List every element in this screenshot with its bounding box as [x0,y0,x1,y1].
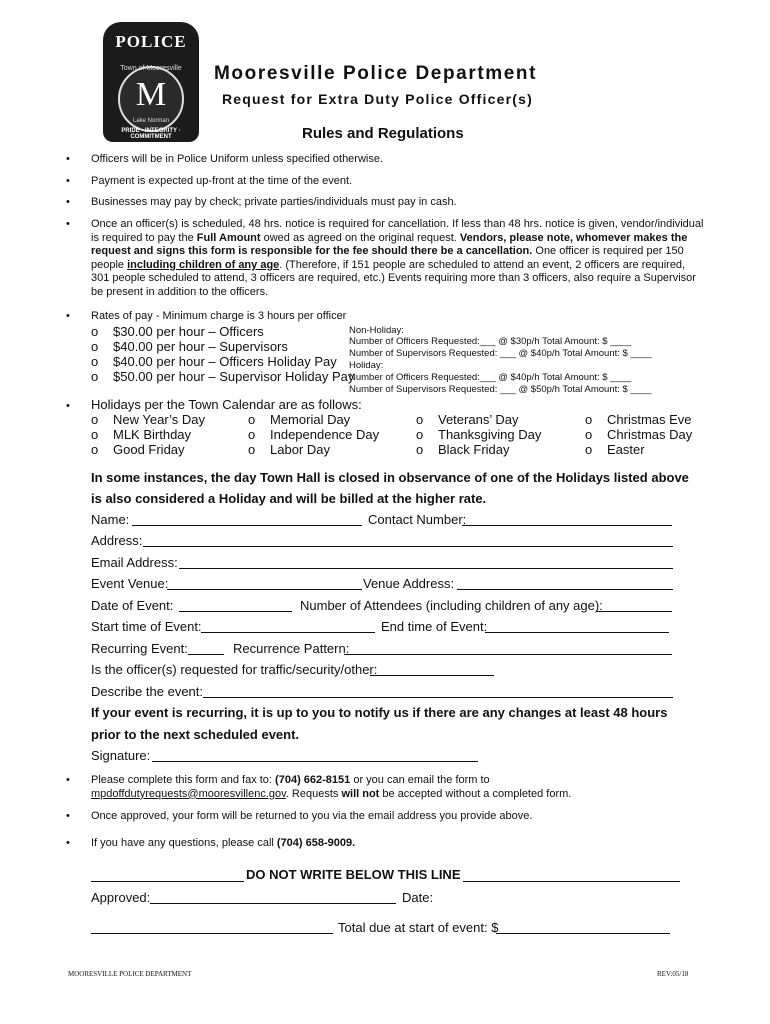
list-marker: o [91,354,99,369]
start-time-field[interactable] [201,618,375,633]
holiday-column-1 [113,412,205,457]
bullet-icon: • [66,774,70,786]
calc-supervisors-regular[interactable]: Number of Supervisors Requested: ___ @ $40p/h Total Amount: $ ____ [349,348,652,359]
text-span: is required to pay the [91,231,197,244]
text-span: owed as agreed on the original request. [260,231,460,244]
holiday-markers [416,412,423,457]
list-marker: o [585,412,593,427]
text-span: be accepted without a completed form. [379,787,572,800]
text-span: people [91,258,128,271]
email-field[interactable] [179,554,673,569]
text-line [91,259,721,273]
holiday-item: Independence Day [270,427,380,442]
contact-number-field[interactable] [462,511,672,526]
bullet-icon: • [66,810,70,822]
holiday-item: Good Friday [113,442,185,457]
rule-payment: Payment is expected up-front at the time of the event. [91,175,353,187]
holiday-markers [248,412,255,457]
rate-supervisor-holiday: $50.00 per hour – Supervisor Holiday Pay [113,369,355,384]
bullet-icon: • [66,196,70,208]
bullet-icon: • [66,837,70,849]
email-label: Email Address: [91,555,178,570]
text-span: Please complete this form and fax to: [91,774,276,786]
fax-number: (704) 662-8151 [275,774,351,786]
holiday-notice-line1: In some instances, the day Town Hall is closed in observance of one of the Holidays listed above [91,470,689,485]
holiday-label: Holiday: [349,360,384,371]
bullet-icon: • [66,218,70,230]
address-label: Address: [91,533,143,548]
rules-heading: Rules and Regulations [302,125,464,142]
event-venue-field[interactable] [167,575,362,590]
bullet-icon: • [66,175,70,187]
recurring-note-line1: If your event is recurring, it is up to you to notify us if there are any changes at least 48 hours [91,705,668,720]
text-span: . (Therefore, if 151 people are scheduled to attend an event, 2 officers are required, [279,258,686,271]
recurring-note-line2: prior to the next scheduled event. [91,727,300,742]
office-blank-field [91,919,333,934]
text-span: Vendors, please note, whomever makes the [459,231,688,244]
text-line [91,774,721,788]
rate-supervisors: $40.00 per hour – Supervisors [113,339,288,354]
attendees-label: Number of Attendees (including children of any age): [300,598,603,613]
recurrence-pattern-field[interactable] [344,640,672,655]
signature-field[interactable] [152,747,478,762]
bullet-icon: • [66,310,70,322]
holiday-item: New Year’s Day [113,412,206,427]
badge-ring-bottom: Lake Norman [132,118,170,124]
submission-instructions [91,774,721,801]
list-marker: o [248,412,256,427]
venue-label: Event Venue: [91,576,169,591]
list-marker: o [91,427,99,442]
rate-officers: $30.00 per hour – Officers [113,324,264,339]
holiday-notice-line2: is also considered a Holiday and will be billed at the higher rate. [91,491,487,506]
badge-word: POLICE [115,32,187,51]
text-line: 301 people scheduled to attend, 3 officers are required, etc.) Events requiring more than 3 officers, also require a Supervisor [91,272,696,285]
recurring-field[interactable] [188,640,224,655]
describe-field[interactable] [203,683,673,698]
total-due-field [496,919,670,934]
recurring-label: Recurring Event: [91,641,188,656]
date-label: Date of Event: [91,598,174,613]
holiday-item: Veterans’ Day [438,412,519,427]
text-span: or you can email the form to [350,774,490,786]
purpose-label: Is the officer(s) requested for traffic/security/other: [91,662,378,677]
badge-ring-top: Town of Mooresville [120,65,182,72]
purpose-field[interactable] [370,661,494,676]
holiday-markers [585,412,592,457]
holiday-item: Memorial Day [270,412,351,427]
list-marker: o [248,427,256,442]
badge-letter: M [135,76,167,113]
text-line: be present in addition to the officers. [91,285,269,298]
holiday-column-3 [438,412,541,457]
holiday-item: Christmas Eve [607,412,692,427]
badge-motto: PRIDE · INTEGRITY · COMMITMENT [121,128,181,140]
total-due-label: Total due at start of event: $ [338,920,499,935]
holiday-column-4 [607,412,692,457]
text-span: . Requests [285,787,342,800]
holidays-heading: Holidays per the Town Calendar are as follows: [91,397,362,412]
event-date-field[interactable] [179,597,292,612]
bullet-icon: • [66,400,70,412]
holiday-item: Labor Day [270,442,330,457]
text-line [91,245,721,259]
text-span: If you have any questions, please call [91,837,277,849]
describe-label: Describe the event: [91,684,204,699]
approval-note: Once approved, your form will be returned to you via the email address you provide above. [91,810,533,822]
text-line [91,232,721,246]
questions-note [91,837,721,851]
nonholiday-label: Non-Holiday: [349,325,404,336]
do-not-write-label: DO NOT WRITE BELOW THIS LINE [246,867,461,882]
list-marker: o [585,442,593,457]
calc-officers-holiday[interactable]: Number of Officers Requested:___ @ $40p/h Total Amount: $ ____ [349,372,632,383]
rule-check-cash: Businesses may pay by check; private parties/individuals must pay in cash. [91,196,457,208]
list-marker: o [91,412,99,427]
venue-address-label: Venue Address: [363,576,455,591]
holiday-item: Black Friday [438,442,510,457]
holiday-item: Christmas Day [607,427,693,442]
rule-uniform: Officers will be in Police Uniform unless specified otherwise. [91,153,384,165]
office-date-label: Date: [402,890,434,905]
footer-revision: REV:05/18 [657,970,689,978]
text-span: will not [341,787,380,800]
calc-officers-regular[interactable]: Number of Officers Requested:___ @ $30p/h Total Amount: $ ____ [349,336,632,347]
approved-label: Approved: [91,890,151,905]
contact-label: Contact Number: [368,512,467,527]
name-field[interactable] [132,511,362,526]
page-subtitle: Request for Extra Duty Police Officer(s) [222,91,533,107]
rate-officers-holiday: $40.00 per hour – Officers Holiday Pay [113,354,337,369]
phone-number: (704) 658-9009. [276,837,356,849]
holiday-column-2 [270,412,379,457]
rule-cancellation [91,218,721,300]
address-field[interactable] [143,532,673,547]
attendees-field[interactable] [596,597,672,612]
rule-rates: Rates of pay - Minimum charge is 3 hours per officer [91,310,347,322]
signature-label: Signature: [91,748,151,763]
list-marker: o [248,442,256,457]
list-marker: o [91,339,99,354]
list-marker: o [416,427,424,442]
list-marker: o [91,369,99,384]
calc-supervisors-holiday[interactable]: Number of Supervisors Requested: ___ @ $50p/h Total Amount: $ ____ [349,384,652,395]
page-title: Mooresville Police Department [214,63,538,84]
list-marker: o [416,442,424,457]
text-span: request and signs this form is responsible for the fee should there be a cancellation. [91,245,533,258]
police-badge-logo [103,22,199,142]
text-span: Full Amount [196,231,261,244]
footer-department: MOORESVILLE POLICE DEPARTMENT [68,970,192,978]
end-time-label: End time of Event: [381,619,488,634]
text-span: One officer is required per 150 [532,245,684,258]
email-link[interactable]: mpdoffdutyrequests@mooresvillenc.gov [91,787,286,800]
name-label: Name: [91,512,130,527]
list-marker: o [585,427,593,442]
text-span: including children of any age [127,258,280,271]
list-marker: o [91,442,99,457]
list-marker: o [416,412,424,427]
list-marker: o [91,324,99,339]
pattern-label: Recurrence Pattern: [233,641,350,656]
text-line: Once an officer(s) is scheduled, 48 hrs. notice is required for cancellation. If less than 48 hrs. notice is given, vendor/individual [91,218,704,230]
start-time-label: Start time of Event: [91,619,202,634]
holiday-markers [91,412,98,457]
end-time-field[interactable] [485,618,669,633]
holiday-item: MLK Birthday [113,427,192,442]
holiday-item: Thanksgiving Day [438,427,542,442]
venue-address-field[interactable] [457,575,673,590]
holiday-item: Easter [607,442,645,457]
approved-field [150,889,396,904]
bullet-icon: • [66,153,70,165]
text-line [91,788,721,802]
